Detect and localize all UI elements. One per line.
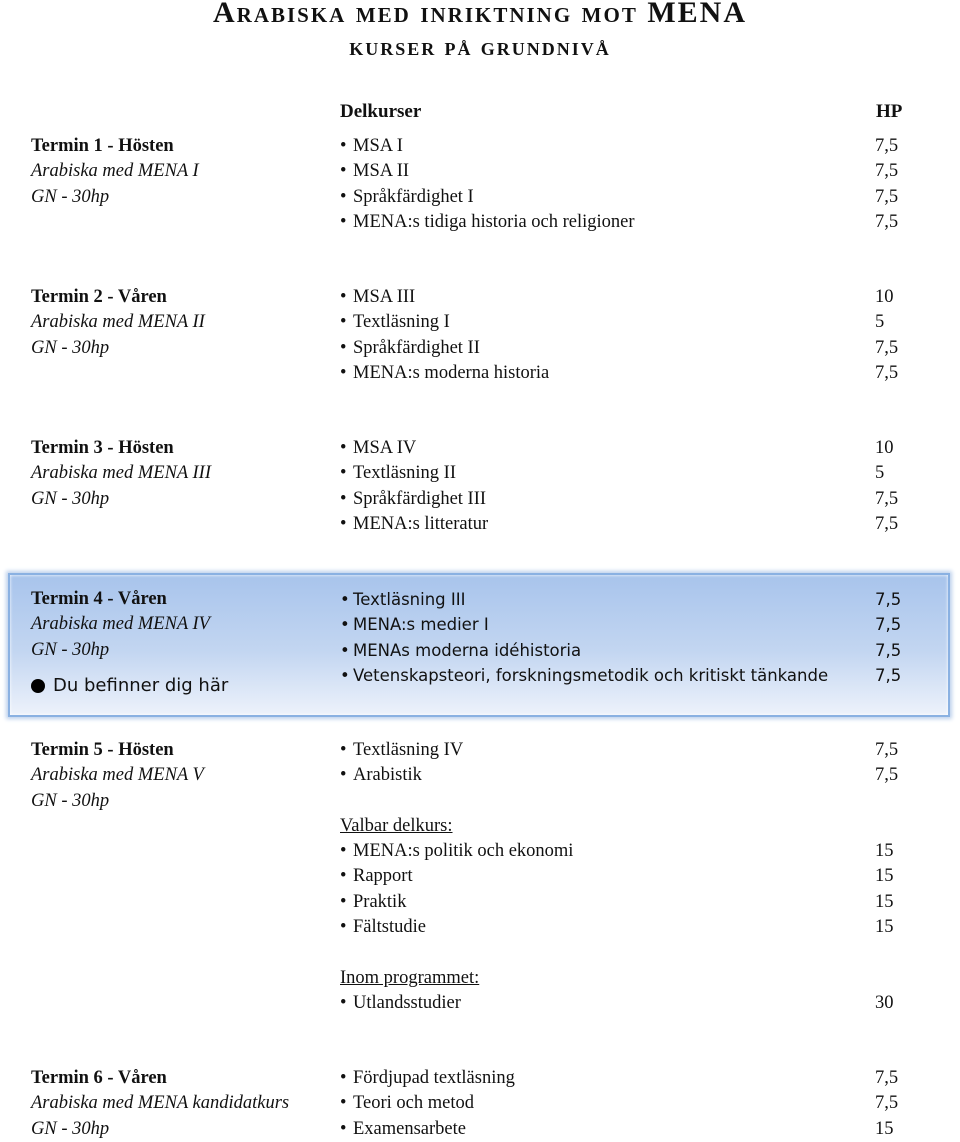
subcourse-row xyxy=(340,461,920,486)
subcourse-hp: 7,5 xyxy=(875,590,902,609)
subcourse-hp: 7,5 xyxy=(875,640,902,660)
subcourse-hp: 15 xyxy=(875,1118,894,1139)
bullet-icon: • xyxy=(340,665,350,685)
subcourse-hp: 7,5 xyxy=(875,362,899,383)
subcourse-row xyxy=(340,310,920,335)
term-course: Arabiska med MENA III xyxy=(31,463,211,484)
subcourse-label: Teori och metod xyxy=(353,1093,474,1114)
subcourse-row xyxy=(340,285,920,310)
term-course: Arabiska med MENA V xyxy=(31,765,204,786)
subcourse-label: MENAs moderna idéhistoria xyxy=(353,640,582,660)
bullet-icon: • xyxy=(340,136,347,156)
elective-hp: 15 xyxy=(875,917,894,938)
subcourse-label: Språkfärdighet II xyxy=(353,337,480,358)
subcourse-row xyxy=(340,612,920,637)
you-are-here-marker xyxy=(31,673,331,698)
term-name: Termin 3 - Hösten xyxy=(31,438,174,458)
bullet-icon: • xyxy=(340,438,347,458)
subcourse-row xyxy=(340,361,920,386)
program-hp: 30 xyxy=(875,992,894,1013)
subcourse-label: Textläsning IV xyxy=(353,740,464,760)
bullet-icon: • xyxy=(340,463,347,484)
bullet-icon: • xyxy=(340,186,347,207)
term-credits: GN - 30hp xyxy=(31,790,110,811)
subcourse-label: Textläsning III xyxy=(353,590,466,609)
subcourse-hp: 7,5 xyxy=(875,740,899,760)
bullet-icon: • xyxy=(340,891,347,912)
subcourse-row xyxy=(340,185,920,210)
term-name: Termin 5 - Hösten xyxy=(31,740,174,760)
elective-row xyxy=(340,890,920,915)
term-course: Arabiska med MENA I xyxy=(31,161,199,182)
bullet-icon: • xyxy=(340,640,350,660)
bullet-icon: • xyxy=(340,312,347,333)
subcourse-row xyxy=(340,512,920,537)
subcourse-hp: 7,5 xyxy=(875,337,899,358)
subcourse-label: MSA II xyxy=(353,161,410,182)
bullet-icon: • xyxy=(340,615,350,635)
elective-hp: 15 xyxy=(875,866,894,887)
subcourse-label: MSA III xyxy=(353,287,416,307)
elective-label: Fältstudie xyxy=(353,917,426,938)
subcourse-hp: 7,5 xyxy=(875,765,899,786)
term-course: Arabiska med MENA IV xyxy=(31,614,210,635)
bullet-icon: • xyxy=(340,488,347,509)
subcourse-label: MSA I xyxy=(353,136,403,156)
bullet-icon: • xyxy=(340,1068,347,1088)
elective-hp: 15 xyxy=(875,841,894,862)
bullet-icon: • xyxy=(340,992,347,1013)
subcourse-hp: 7,5 xyxy=(875,1093,899,1114)
subcourse-row xyxy=(340,763,920,788)
subcourse-hp: 10 xyxy=(875,438,894,458)
elective-row xyxy=(340,915,920,940)
subcourse-label: Fördjupad textläsning xyxy=(353,1068,515,1088)
bullet-icon: • xyxy=(340,866,347,887)
elective-heading: Valbar delkurs: xyxy=(340,815,453,836)
subcourse-row xyxy=(340,159,920,184)
subcourse-row xyxy=(340,336,920,361)
bullet-icon: • xyxy=(340,161,347,182)
subcourse-hp: 7,5 xyxy=(875,513,899,534)
subcourse-row xyxy=(340,638,920,663)
subcourse-hp: 7,5 xyxy=(875,615,902,635)
bullet-icon: • xyxy=(340,362,347,383)
term-credits: GN - 30hp xyxy=(31,488,110,509)
program-row xyxy=(340,991,920,1016)
term-name: Termin 1 - Hösten xyxy=(31,136,174,156)
subcourse-row xyxy=(340,487,920,512)
elective-hp: 15 xyxy=(875,891,894,912)
term-credits: GN - 30hp xyxy=(31,639,110,660)
elective-label: Praktik xyxy=(353,891,407,912)
subcourse-label: Språkfärdighet III xyxy=(353,488,487,509)
subcourse-row xyxy=(340,663,920,688)
column-header-hp: HP xyxy=(876,101,903,122)
subcourse-label: Arabistik xyxy=(353,765,422,786)
subcourse-hp: 7,5 xyxy=(875,211,899,232)
subcourse-row xyxy=(340,1091,920,1116)
elective-label: MENA:s politik och ekonomi xyxy=(353,841,574,862)
subcourse-hp: 7,5 xyxy=(875,1068,899,1088)
subcourse-hp: 7,5 xyxy=(875,161,899,182)
subcourse-label: Examensarbete xyxy=(353,1118,466,1139)
subcourse-row xyxy=(340,210,920,235)
page-title: Arabiska med inriktning mot MENA xyxy=(212,0,748,29)
subcourse-hp: 5 xyxy=(875,463,885,484)
bullet-icon: • xyxy=(340,1093,347,1114)
subcourse-label: Textläsning I xyxy=(353,312,450,333)
elective-row xyxy=(340,839,920,864)
subcourse-hp: 7,5 xyxy=(875,488,899,509)
program-label: Utlandsstudier xyxy=(353,992,461,1013)
bullet-icon: • xyxy=(340,337,347,358)
term-credits: GN - 30hp xyxy=(31,1118,110,1139)
subcourse-label: Språkfärdighet I xyxy=(353,186,474,207)
you-are-here-label: Du befinner dig här xyxy=(53,674,229,696)
term-name: Termin 2 - Våren xyxy=(31,287,167,307)
term-course: Arabiska med MENA II xyxy=(31,312,205,333)
subcourse-label: MSA IV xyxy=(353,438,417,458)
bullet-icon: • xyxy=(340,513,347,534)
subcourse-row xyxy=(340,587,920,612)
bullet-icon: • xyxy=(340,1118,347,1139)
subcourse-row xyxy=(340,738,920,763)
subcourse-label: Vetenskapsteori, forskningsmetodik och kritiskt tänkande xyxy=(353,665,829,685)
filled-circle-icon xyxy=(31,679,45,693)
column-header-delkurser: Delkurser xyxy=(340,101,422,122)
subcourse-row xyxy=(340,1117,920,1142)
term-name: Termin 4 - Våren xyxy=(31,589,167,609)
subcourse-label: MENA:s medier I xyxy=(353,615,489,635)
bullet-icon: • xyxy=(340,590,350,609)
page-subtitle: kurser på grundnivå xyxy=(349,34,611,61)
term-course: Arabiska med MENA kandidatkurs xyxy=(31,1093,290,1114)
subcourse-label: MENA:s tidiga historia och religioner xyxy=(353,211,635,232)
subcourse-hp: 7,5 xyxy=(875,186,899,207)
bullet-icon: • xyxy=(340,841,347,862)
subcourse-hp: 7,5 xyxy=(875,665,902,685)
term-credits: GN - 30hp xyxy=(31,186,110,207)
subcourse-row xyxy=(340,134,920,159)
subcourse-hp: 5 xyxy=(875,312,885,333)
subcourse-hp: 10 xyxy=(875,287,894,307)
subcourse-label: MENA:s litteratur xyxy=(353,513,489,534)
bullet-icon: • xyxy=(340,287,347,307)
term-name: Termin 6 - Våren xyxy=(31,1068,167,1088)
bullet-icon: • xyxy=(340,917,347,938)
bullet-icon: • xyxy=(340,211,347,232)
elective-row xyxy=(340,864,920,889)
subcourse-hp: 7,5 xyxy=(875,136,899,156)
bullet-icon: • xyxy=(340,765,347,786)
term-credits: GN - 30hp xyxy=(31,337,110,358)
bullet-icon: • xyxy=(340,740,347,760)
subcourse-row xyxy=(340,1066,920,1091)
subcourse-label: MENA:s moderna historia xyxy=(353,362,550,383)
program-heading: Inom programmet: xyxy=(340,967,480,988)
elective-label: Rapport xyxy=(353,866,413,887)
subcourse-row xyxy=(340,436,920,461)
subcourse-label: Textläsning II xyxy=(353,463,456,484)
